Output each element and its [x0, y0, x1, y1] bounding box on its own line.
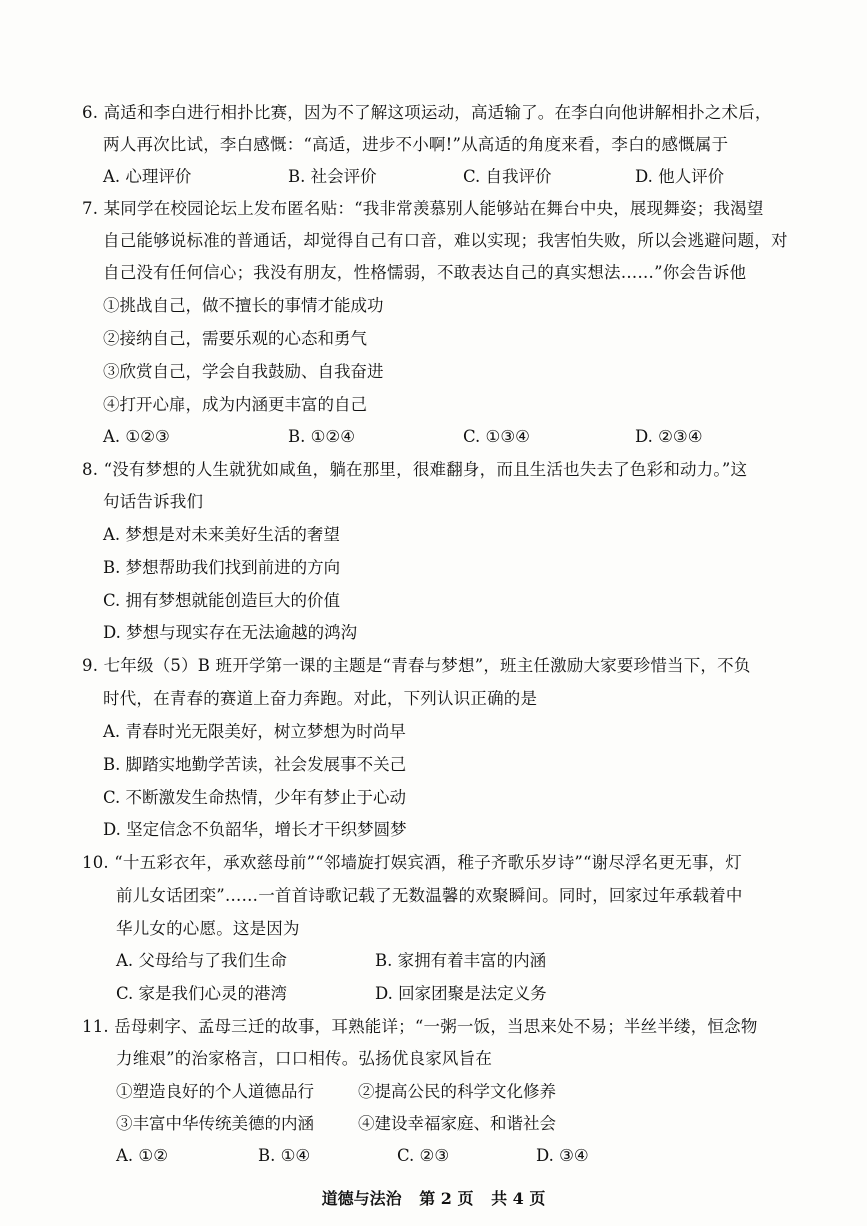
q10-option-b: B. 家拥有着丰富的内涵 [375, 951, 547, 970]
q11-option-c: C. ②③ [397, 1146, 450, 1165]
q7-stem-line2: 自己能够说标准的普通话，却觉得自己有口音，难以实现；我害怕失败，所以会逃避问题，对 [103, 231, 788, 250]
q11-item-4: ④建设幸福家庭、和谐社会 [358, 1114, 556, 1133]
q7-option-d: D. ②③④ [635, 427, 703, 446]
q10-stem-line1: 10. “十五彩衣年，承欢慈母前”“邻墙旋打娱宾酒，稚子齐歌乐岁诗”“谢尽浮名更无事，灯 [82, 853, 742, 872]
q7-item-3: ③欣赏自己，学会自我鼓励、自我奋进 [103, 362, 384, 381]
footer-subject: 道德与法治 [321, 1189, 402, 1208]
q6-stem-line1: 6. 高适和李白进行相扑比赛，因为不了解这项运动，高适输了。在李白向他讲解相扑之术后， [82, 103, 772, 122]
q8-option-c: C. 拥有梦想就能创造巨大的价值 [103, 591, 341, 610]
q11-item-1: ①塑造良好的个人道德品行 [116, 1082, 314, 1101]
q11-option-d: D. ③④ [536, 1146, 589, 1165]
q8-option-d: D. 梦想与现实存在无法逾越的鸿沟 [103, 623, 358, 642]
q8-option-a: A. 梦想是对未来美好生活的奢望 [103, 525, 340, 544]
q7-stem-line1: 7. 某同学在校园论坛上发布匿名贴：“我非常羡慕别人能够站在舞台中央，展现舞姿；我渴望 [82, 199, 764, 218]
q8-stem-line1: 8. “没有梦想的人生就犹如咸鱼，躺在那里，很难翻身，而且生活也失去了色彩和动力。”这 [82, 460, 748, 479]
q9-option-b: B. 脚踏实地勤学苦读，社会发展事不关己 [103, 755, 407, 774]
q9-option-c: C. 不断激发生命热情，少年有梦止于心动 [103, 788, 407, 807]
q6-option-d: D. 他人评价 [635, 167, 725, 186]
q10-option-c: C. 家是我们心灵的港湾 [116, 984, 288, 1003]
q10-stem-line3: 华儿女的心愿。这是因为 [116, 919, 300, 938]
footer-page-number: 第 2 页 [419, 1189, 474, 1208]
q11-option-a: A. ①② [116, 1146, 168, 1165]
q11-stem-line1: 11. 岳母刺字、孟母三迁的故事，耳熟能详；“一粥一饭，当思来处不易；半丝半缕，恒念物 [82, 1017, 758, 1036]
q10-option-d: D. 回家团聚是法定义务 [375, 984, 547, 1003]
q7-option-a: A. ①②③ [103, 427, 170, 446]
q11-stem-line2: 力维艰”的治家格言，口口相传。弘扬优良家风旨在 [116, 1049, 493, 1068]
q9-option-d: D. 坚定信念不负韶华，增长才干织梦圆梦 [103, 820, 407, 839]
q7-option-c: C. ①③④ [463, 427, 530, 446]
q8-stem-line2: 句话告诉我们 [103, 492, 204, 511]
q6-option-a: A. 心理评价 [103, 167, 192, 186]
footer-total-pages: 共 4 页 [491, 1189, 546, 1208]
q9-stem-line2: 时代，在青春的赛道上奋力奔跑。对此，下列认识正确的是 [103, 689, 538, 708]
q11-option-b: B. ①④ [258, 1146, 311, 1165]
q8-option-b: B. 梦想帮助我们找到前进的方向 [103, 558, 341, 577]
q10-stem-line2: 前儿女话团栾”……一首首诗歌记载了无数温馨的欢聚瞬间。同时，回家过年承载着中 [116, 886, 743, 905]
q11-item-2: ②提高公民的科学文化修养 [358, 1082, 556, 1101]
q9-stem-line1: 9. 七年级（5）B 班开学第一课的主题是“青春与梦想”，班主任激励大家要珍惜当下，不负 [82, 656, 751, 675]
q7-item-4: ④打开心扉，成为内涵更丰富的自己 [103, 395, 367, 414]
q6-stem-line2: 两人再次比试，李白感慨：“高适，进步不小啊!”从高适的角度来看，李白的感慨属于 [103, 135, 729, 154]
q7-option-b: B. ①②④ [288, 427, 355, 446]
q9-option-a: A. 青春时光无限美好，树立梦想为时尚早 [103, 722, 406, 741]
page-footer [0, 1186, 867, 1209]
q11-item-3: ③丰富中华传统美德的内涵 [116, 1114, 314, 1133]
q10-option-a: A. 父母给与了我们生命 [116, 951, 287, 970]
q7-stem-line3: 自己没有任何信心；我没有朋友，性格懦弱，不敢表达自己的真实想法……”你会告诉他 [103, 263, 747, 282]
q7-item-2: ②接纳自己，需要乐观的心态和勇气 [103, 329, 367, 348]
q7-item-1: ①挑战自己，做不擅长的事情才能成功 [103, 296, 384, 315]
q6-option-c: C. 自我评价 [463, 167, 552, 186]
q6-option-b: B. 社会评价 [288, 167, 377, 186]
